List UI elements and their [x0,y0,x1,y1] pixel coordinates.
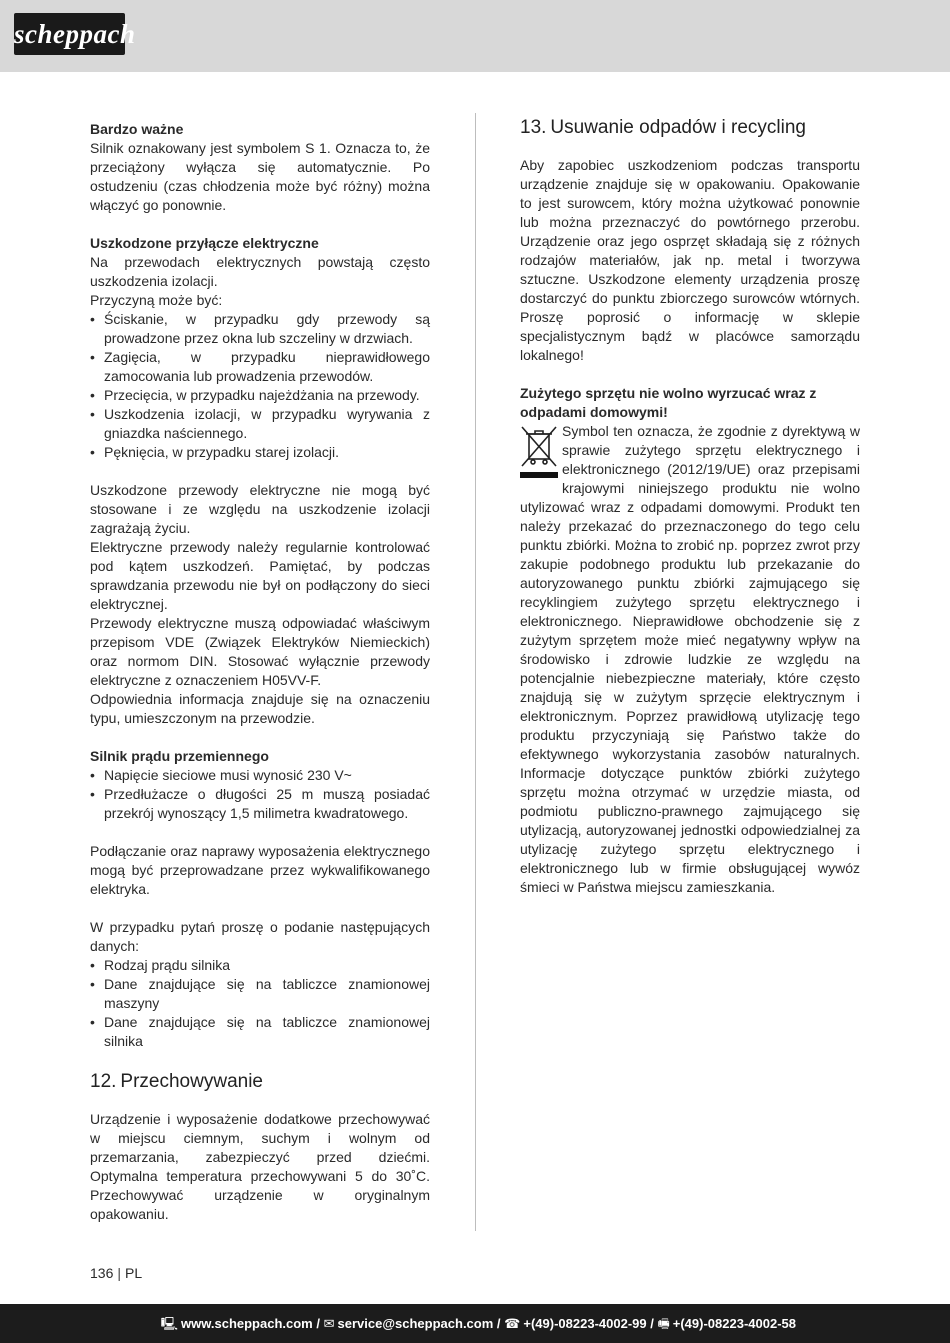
section-title-weee: Zużytego sprzętu nie wolno wyrzucać wraz z odpadami domowymi! [520,385,817,420]
computer-icon: 🖳 [160,1316,179,1331]
list-item: • Rodzaj prądu silnika [90,956,430,975]
left-column [90,120,430,1224]
heading-disposal [520,116,860,140]
list-ac-motor [90,766,430,823]
footer-bar [0,1304,950,1343]
email-link[interactable]: service@scheppach.com [337,1316,494,1331]
paragraph-qualified-electrician: Podłączanie oraz naprawy wyposażenia elektrycznego mogą być przeprowadzane przez wykwalifikowanego elektryka. [90,843,430,897]
right-column [520,117,860,897]
page-separator: | [117,1265,121,1281]
header-band [0,0,950,72]
list-item: • Przecięcia, w przypadku najeżdżania na przewody. [90,386,430,405]
fax-number: +(49)-08223-4002-58 [672,1316,796,1331]
paragraph-damaged-cables: Uszkodzone przewody elektryczne nie mogą być stosowane i ze względu na uszkodzenie izolacji zagrażają życiu. [90,482,430,536]
footer-slash: / [316,1316,320,1331]
paragraph-regular-check: Elektryczne przewody należy regularnie kontrolować pod kątem uszkodzeń. Pamiętać, by podczas sprawdzania przewodu nie był on podłączony do sieci elektrycznej. [90,539,430,612]
list-causes [90,310,430,462]
section-title-important: Bardzo ważne [90,121,184,137]
envelope-icon: ✉ [323,1316,335,1331]
fax-icon: 🖷 [657,1316,670,1331]
phone-icon: ☎ [504,1316,521,1331]
footer-slash: / [650,1316,654,1331]
list-item: • Uszkodzenia izolacji, w przypadku wyrywania z gniazdka naściennego. [90,405,430,443]
list-item: • Ściskanie, w przypadku gdy przewody są prowadzone przez okna lub szczeliny w drzwiach. [90,310,430,348]
paragraph-storage: Urządzenie i wyposażenie dodatkowe przechowywać w miejscu ciemnym, suchym i wolnym od przemarzania, zabezpieczyć przed dziećmi. Optymalna temperatura przechowywani 5 do 30˚C. Przechowywać urządzenie w oryginalnym opakowaniu. [90,1111,430,1222]
language-code: PL [125,1265,143,1281]
paragraph-vde-din: Przewody elektryczne muszą odpowiadać właściwym przepisom VDE (Związek Elektryków Niemieckich) oraz normom DIN. Stosować wyłącznie przewody elektryczne z oznaczeniem H05VV-F. [90,615,430,688]
weee-block [520,422,860,897]
website-link[interactable]: www.scheppach.com [181,1316,313,1331]
page-number-value: 136 [90,1265,114,1281]
paragraph-weee: Symbol ten oznacza, że zgodnie z dyrektywą w sprawie zużytego sprzętu elektrycznego i elektronicznego (2012/19/UE) oraz przepisami krajowymi niniejszego produktu nie wolno utylizować wraz z odpadami domowymi. Produkt ten należy przekazać do przeznaczonego do tego celu punktu zbiórki. Można to zrobić np. poprzez zwrot przy zakupie podobnego produktu lub przekazanie do autoryzowanego punktu zbiórki zajmującego się recyklingiem zużytego sprzętu elektrycznego i elektronicznego. Nieprawidłowe obchodzenie się z zużytym sprzętem może mieć negatywny wpływ na środowisko i zdrowie ludzkie ze względu na potencjalnie niebezpieczne materiały, które często znajdują się w zużytym sprzęcie elektrycznym i elektronicznym. Poprzez prawidłową utylizację tego produktu przyczyniają się Państwo także do efektywnego wykorzystania zasobów naturalnych. Informacje dotyczące punktów zbiórki zużytego sprzętu można otrzymać w urzędzie miasta, od podmiotu publiczno-prawnego zajmującego się utylizacją, autoryzowanej jednostki odpowiedzialnej za utylizację zużytego sprzętu elektrycznego i elektronicznego lub w firmie obsługującej wywóz śmieci w Państwa miejscu zamieszkania. [520,423,860,895]
page-number [90,1265,142,1281]
paragraph-motor-s1: Silnik oznakowany jest symbolem S 1. Oznacza to, że przeciążony wyłącza się automatycznie. Po ostudzeniu (czas chłodzenia może być różny) można włączyć go ponownie. [90,140,430,213]
list-item: • Napięcie sieciowe musi wynosić 230 V~ [90,766,430,785]
paragraph-insulation-damage: Na przewodach elektrycznych powstają często uszkodzenia izolacji. [90,254,430,289]
crossed-bin-icon [520,424,558,480]
heading-number: 12. [90,1071,117,1092]
heading-number: 13. [520,117,547,138]
heading-storage [90,1070,430,1094]
list-questions-data [90,956,430,1051]
section-title-ac-motor: Silnik prądu przemiennego [90,748,269,764]
paragraph-packaging: Aby zapobiec uszkodzeniom podczas transportu urządzenie znajduje się w opakowaniu. Opakowanie to jest surowcem, który można użytkować ponownie lub można przeznaczyć do powtórnego przerobu. Urządzenie oraz jego osprzęt składają się z różnych rodzajów materiałów, jak np. metal i tworzywa sztuczne. Uszkodzone elementy urządzenia proszę dostarczyć do punktu zbiorczego surowców wtórnych. Proszę poprosić o informację w sklepie specjalistycznym bądź w placówce samorządu lokalnego! [520,157,860,363]
list-item: • Zagięcia, w przypadku nieprawidłowego zamocowania lub prowadzenia przewodów. [90,348,430,386]
list-item: • Przedłużacze o długości 25 m muszą posiadać przekrój wynoszący 1,5 milimetra kwadratowego. [90,785,430,823]
footer-slash: / [496,1316,501,1331]
phone-number: +(49)-08223-4002-99 [523,1316,647,1331]
paragraph-cause: Przyczyną może być: [90,292,223,308]
column-divider [475,113,476,1231]
section-title-damaged-connection: Uszkodzone przyłącze elektryczne [90,235,319,251]
paragraph-type-label: Odpowiednia informacja znajduje się na oznaczeniu typu, umieszczonym na przewodzie. [90,691,430,726]
heading-text: Usuwanie odpadów i recycling [550,117,807,138]
paragraph-questions: W przypadku pytań proszę o podanie następujących danych: [90,919,430,954]
list-item: • Pęknięcia, w przypadku starej izolacji. [90,443,430,462]
list-item: • Dane znajdujące się na tabliczce znamionowej silnika [90,1013,430,1051]
heading-text: Przechowywanie [120,1071,263,1092]
scheppach-logo: scheppach [14,13,125,55]
footer-contact [161,1304,796,1343]
list-item: • Dane znajdujące się na tabliczce znamionowej maszyny [90,975,430,1013]
